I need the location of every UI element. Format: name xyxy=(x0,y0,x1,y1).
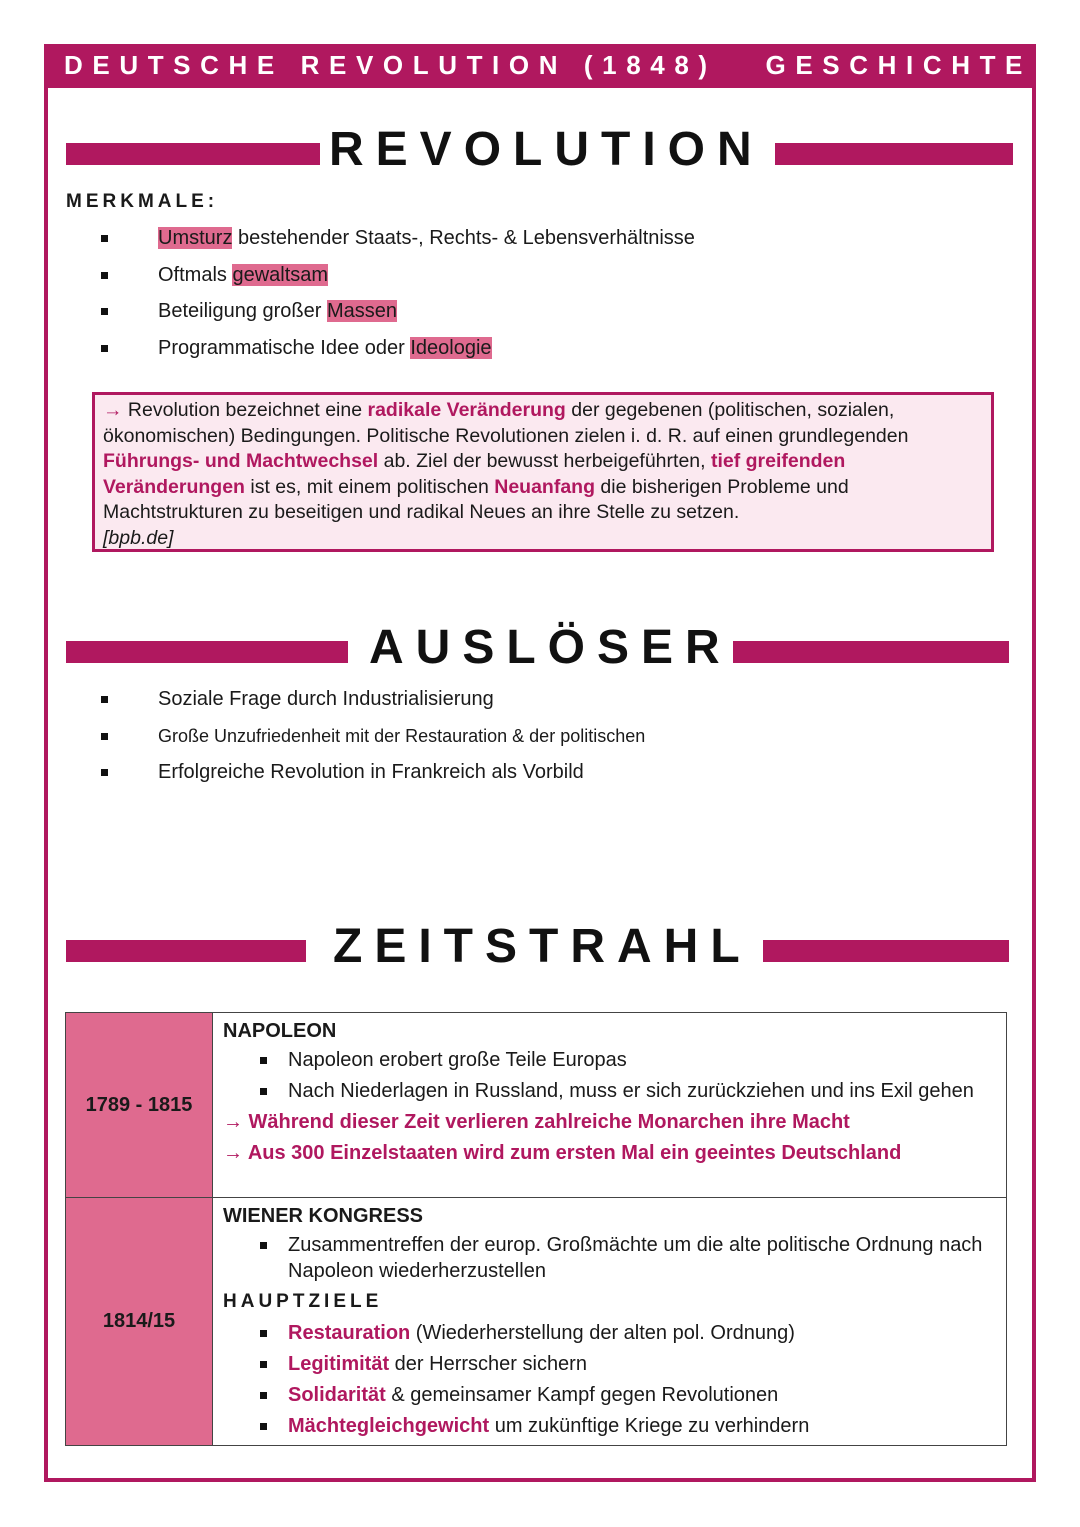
event-bullets xyxy=(223,1047,996,1104)
ausloeser-list xyxy=(98,686,645,796)
header-title: DEUTSCHE REVOLUTION (1848) xyxy=(64,50,717,80)
list-item: Restauration (Wiederherstellung der alten pol. Ordnung) xyxy=(223,1320,996,1346)
list-item: Programmatische Idee oder Ideologie xyxy=(98,335,695,372)
list-item: Umsturz bestehender Staats-, Rechts- & Lebensverhältnisse xyxy=(98,225,695,262)
highlight-term: Massen xyxy=(326,300,398,322)
merkmale-list xyxy=(98,225,695,371)
section-title-revolution: REVOLUTION xyxy=(329,123,764,176)
section-bar-left xyxy=(66,641,348,663)
timeline-content xyxy=(213,1013,1007,1198)
highlight-term: Ideologie xyxy=(410,336,492,359)
list-item: Mächtegleichgewicht um zukünftige Kriege zu verhindern xyxy=(223,1413,996,1439)
section-bar-left xyxy=(66,143,320,165)
highlight-term: gewaltsam xyxy=(232,263,329,286)
list-item: Große Unzufriedenheit mit der Restauration & der politischen xyxy=(98,723,645,760)
section-title-zeitstrahl: ZEITSTRAHL xyxy=(333,920,752,973)
hauptziele-label: HAUPTZIELE xyxy=(223,1291,383,1312)
timeline-date: 1789 - 1815 xyxy=(66,1013,213,1198)
list-item: Beteiligung großer Massen xyxy=(98,298,695,335)
section-bar-left xyxy=(66,940,306,962)
timeline-event-title: NAPOLEON xyxy=(223,1020,337,1042)
conclusion-line: → Aus 300 Einzelstaaten wird zum ersten Mal ein geeintes Deutschland xyxy=(223,1142,902,1164)
header-bar xyxy=(44,44,1036,88)
section-bar-right xyxy=(763,940,1009,962)
highlight-term: Umsturz xyxy=(158,227,233,249)
quote-source: [bpb.de] xyxy=(103,526,174,549)
section-bar-right xyxy=(733,641,1009,663)
conclusion-line: → Während dieser Zeit verlieren zahlreiche Monarchen ihre Macht xyxy=(223,1111,850,1133)
timeline-table xyxy=(65,1012,1007,1446)
timeline-date: 1814/15 xyxy=(66,1198,213,1446)
list-item: Nach Niederlagen in Russland, muss er sich zurückziehen und ins Exil gehen xyxy=(223,1078,996,1104)
timeline-event-title: WIENER KONGRESS xyxy=(223,1205,424,1227)
table-row xyxy=(66,1198,1007,1446)
arrow-icon: → xyxy=(103,399,123,421)
goals-list xyxy=(223,1320,996,1439)
list-item: Legitimität der Herrscher sichern xyxy=(223,1351,996,1377)
definition-quote-box: → Revolution bezeichnet eine radikale Veränderung der gegebenen (politischen, sozialen, ökonomischen) Bedingungen. Politische Revolutionen zielen i. d. R. auf einen grundlegenden Führungs- und Machtwechsel ab. Ziel der bewusst herbeigeführten, tief greifenden Veränderungen ist es, mit einem politischen Neuanfang die bisherigen Probleme und Machtstrukturen zu beseitigen und radikal Neues an ihre Stelle zu setzen. [bpb.de] xyxy=(92,392,994,552)
section-bar-right xyxy=(775,143,1013,165)
list-item: Erfolgreiche Revolution in Frankreich als Vorbild xyxy=(98,759,645,796)
event-bullets xyxy=(223,1232,996,1284)
merkmale-label: MERKMALE: xyxy=(66,191,219,212)
list-item: Oftmals gewaltsam xyxy=(98,262,695,299)
section-title-ausloeser: AUSLÖSER xyxy=(369,621,732,674)
header-subject: GESCHICHTE xyxy=(765,50,1032,80)
timeline-content xyxy=(213,1198,1007,1446)
table-row xyxy=(66,1013,1007,1198)
list-item: Zusammentreffen der europ. Großmächte um die alte politische Ordnung nach Napoleon wiederherzustellen xyxy=(223,1232,996,1284)
list-item: Soziale Frage durch Industrialisierung xyxy=(98,686,645,723)
list-item: Solidarität & gemeinsamer Kampf gegen Revolutionen xyxy=(223,1382,996,1408)
list-item: Napoleon erobert große Teile Europas xyxy=(223,1047,996,1073)
